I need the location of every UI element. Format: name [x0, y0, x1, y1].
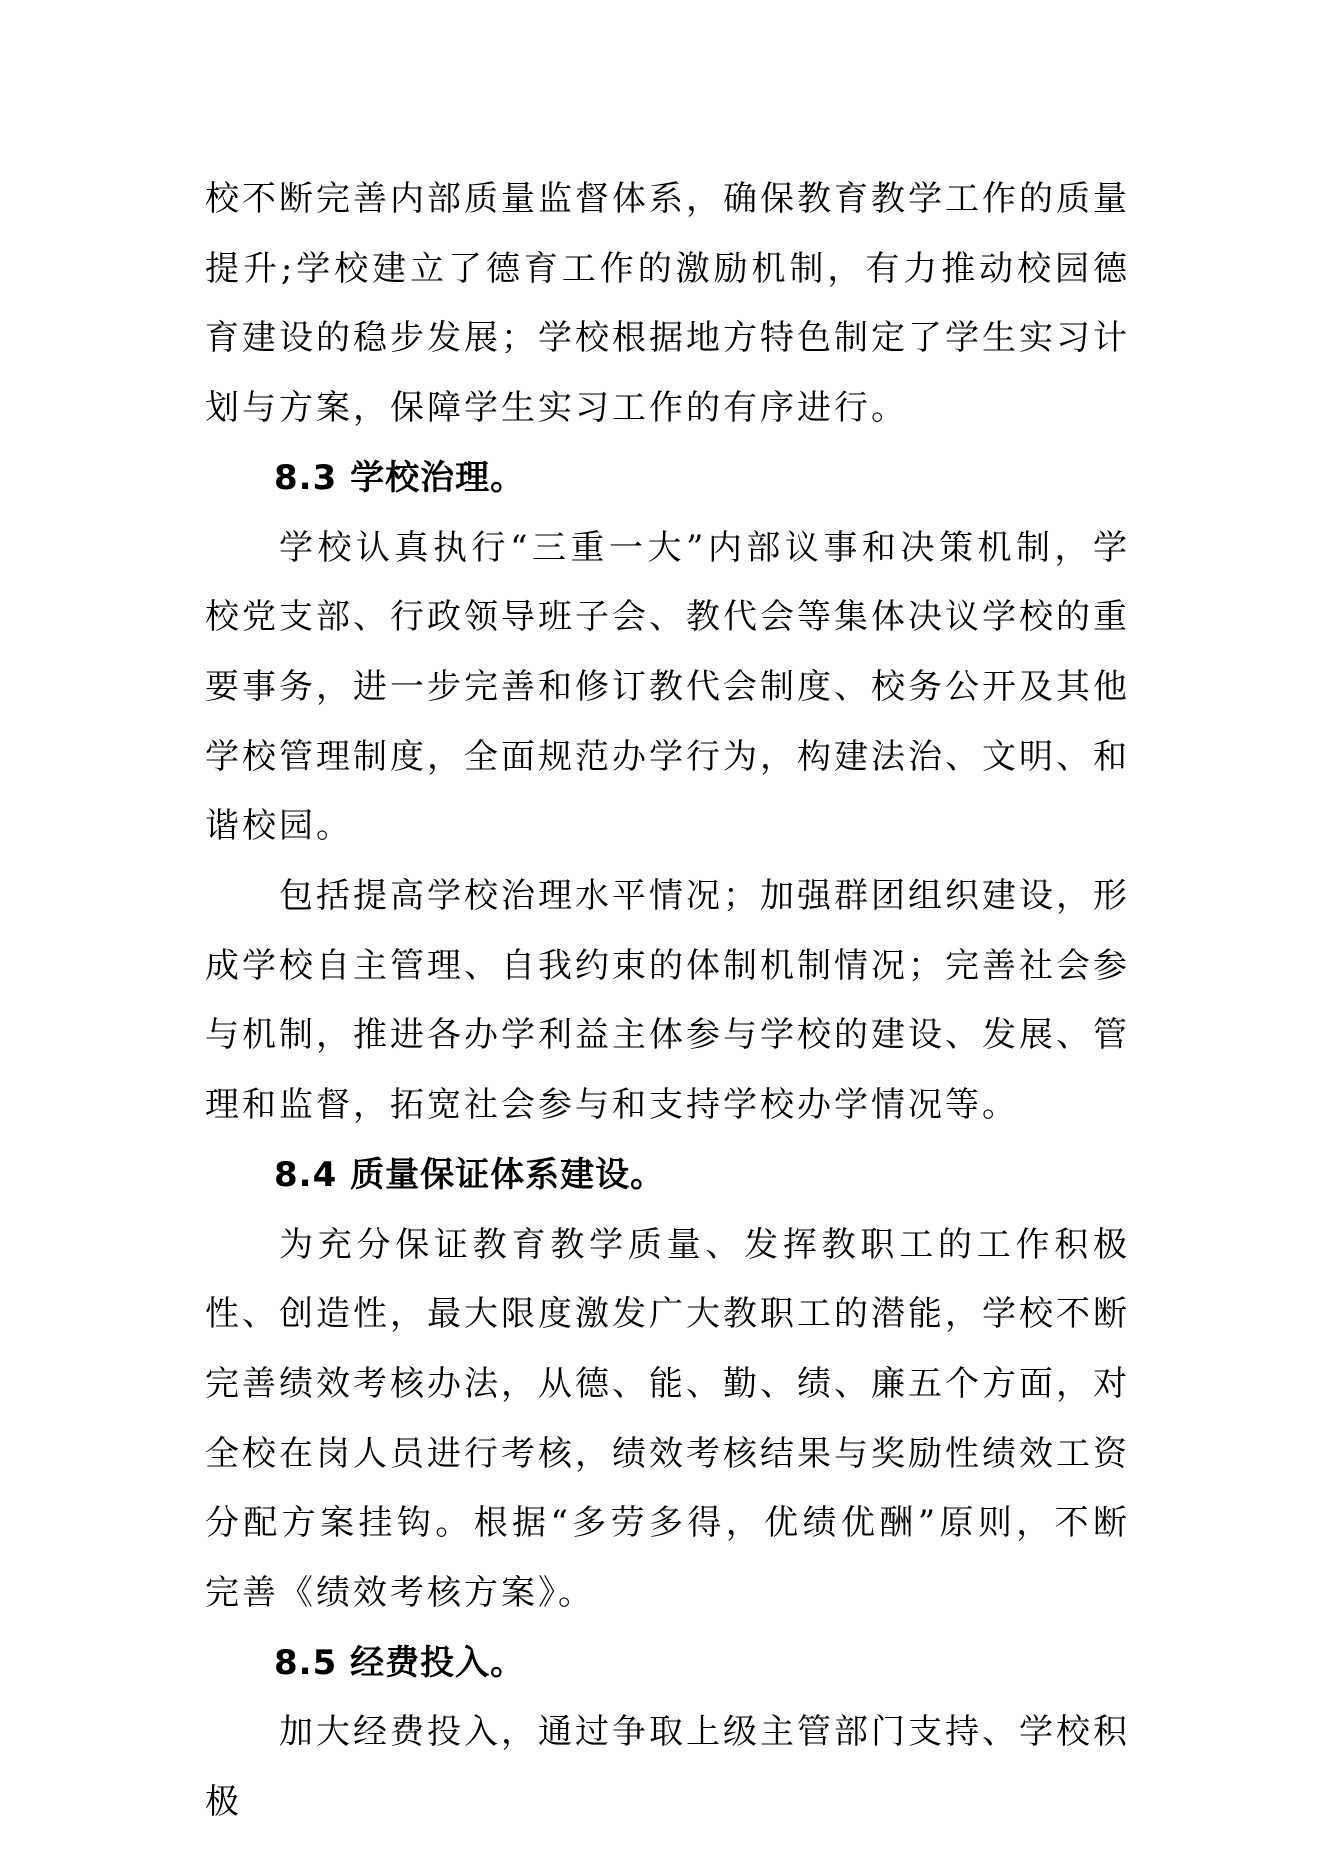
section-heading-8-4: 8.4 质量保证体系建设。 — [274, 1154, 666, 1195]
document-body — [205, 165, 1130, 1838]
paragraph-funding: 加大经费投入，通过争取上级主管部门支持、学校积极 — [205, 1712, 1130, 1823]
paragraph-quality-supervision: 校不断完善内部质量监督体系，确保教育教学工作的质量提升;学校建立了德育工作的激励机制，有力推动校园德育建设的稳步发展；学校根据地方特色制定了学生实习计划与方案，保障学生实习工作的有序进行。 — [205, 179, 1130, 429]
paragraph-governance-mechanism: 学校认真执行“三重一大”内部议事和决策机制，学校党支部、行政领导班子会、教代会等集体决议学校的重要事务，进一步完善和修订教代会制度、校务公开及其他学校管理制度，全面规范办学行为，构建法治、文明、和谐校园。 — [205, 527, 1130, 847]
paragraph-governance-scope: 包括提高学校治理水平情况；加强群团组织建设，形成学校自主管理、自我约束的体制机制情况；完善社会参与机制，推进各办学利益主体参与学校的建设、发展、管理和监督，拓宽社会参与和支持学校办学情况等。 — [205, 876, 1130, 1126]
section-heading-8-5: 8.5 经费投入。 — [274, 1642, 526, 1683]
section-heading-8-3: 8.3 学校治理。 — [274, 457, 526, 498]
paragraph-performance-assessment: 为充分保证教育教学质量、发挥教职工的工作积极性、创造性，最大限度激发广大教职工的潜能，学校不断完善绩效考核办法，从德、能、勤、绩、廉五个方面，对全校在岗人员进行考核，绩效考核结果与奖励性绩效工资分配方案挂钩。根据“多劳多得，优绩优酬”原则，不断完善《绩效考核方案》。 — [205, 1224, 1130, 1614]
